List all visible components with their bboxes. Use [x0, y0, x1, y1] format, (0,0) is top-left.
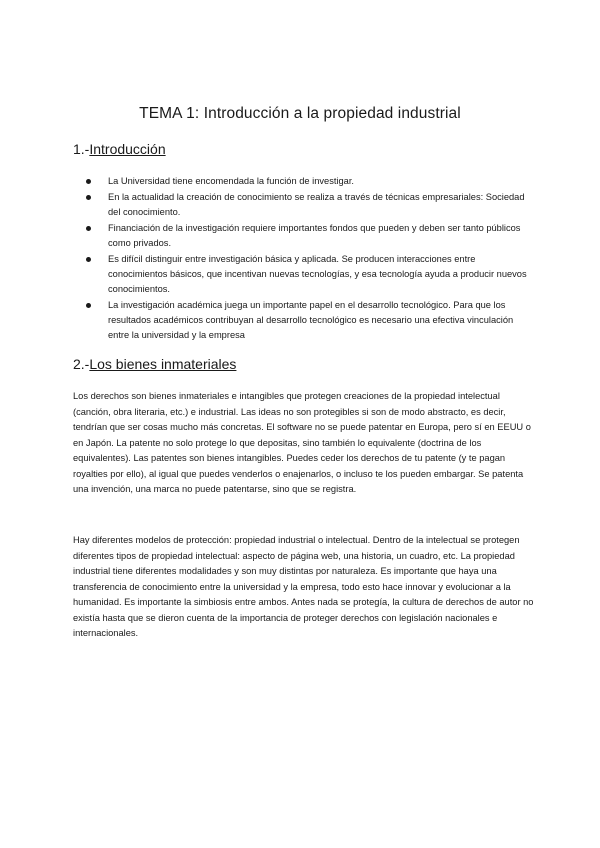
document-title: TEMA 1: Introducción a la propiedad industrial: [139, 105, 461, 122]
bullet-icon: [86, 179, 91, 184]
section-number: 1.-: [73, 141, 90, 157]
section-title: Introducción: [89, 141, 166, 157]
intro-bullet-list: [86, 174, 536, 343]
bullet-icon: [86, 257, 91, 262]
list-item-text: Es difícil distinguir entre investigación básica y aplicada. Se producen interacciones entre conocimientos básicos, que incentivan nuevas tecnologías, y esa tecnología ayuda a producir nuevos conocimientos.: [108, 254, 527, 294]
section-heading-bienes-inmateriales: [73, 355, 236, 373]
bullet-icon: [86, 226, 91, 231]
list-item: [86, 252, 536, 297]
list-item: [86, 298, 536, 343]
section-title: Los bienes inmateriales: [89, 356, 237, 372]
paragraph-bienes-inmateriales: Los derechos son bienes inmateriales e intangibles que protegen creaciones de la propiedad intelectual (canción, obra literaria, etc.) e industrial. Las ideas no son protegibles si son de modo abstracto, es decir, tendrían que ser cosas mucho más concretas. El software no se puede patentar en Europa, pero sí en EEUU o en Japón. La patente no solo protege lo que depositas, sino también lo equivalente (doctrina de los equivalentes). Las patentes son bienes intangibles. Puedes ceder los derechos de tu patente (y te pagan royalties por ello), al igual que puedes venderlos o enajenarlos, o incluso te los pueden embargar. Se patenta una invención, una marca no puede patentarse, sino que se registra.: [73, 391, 531, 494]
list-item: [86, 221, 536, 251]
list-item-text: La Universidad tiene encomendada la función de investigar.: [108, 176, 355, 186]
list-item: [86, 174, 536, 189]
list-item-text: La investigación académica juega un importante papel en el desarrollo tecnológico. Para que los resultados académicos contribuyan al desarrollo tecnológico es necesario una efectiva vinculación entre la universidad y la empresa: [108, 300, 514, 340]
paragraph-modelos-proteccion: Hay diferentes modelos de protección: propiedad industrial o intelectual. Dentro de la intelectual se protegen diferentes tipos de propiedad intelectual: aspecto de página web, una historia, un cuadro, etc. La propiedad industrial tiene diferentes modalidades y son muy distintas por naturaleza. Es importante que haya una transferencia de conocimiento entre la universidad y la empresa, todo esto hace innovar y evolucionar a la humanidad. Es importante la simbiosis entre ambos. Antes nada se protegía, la cultura de derechos de autor no existía hasta que se dieron cuenta de la importancia de proteger derechos con legislación nacionales e internacionales.: [73, 535, 534, 638]
list-item: [86, 190, 536, 220]
list-item-text: Financiación de la investigación requiere importantes fondos que pueden y deben ser tanto públicos como privados.: [108, 223, 521, 248]
bullet-icon: [86, 303, 91, 308]
bullet-icon: [86, 195, 91, 200]
section-number: 2.-: [73, 356, 90, 372]
section-heading-introduccion: [73, 140, 166, 158]
list-item-text: En la actualidad la creación de conocimiento se realiza a través de técnicas empresariales: Sociedad del conocimiento.: [108, 192, 525, 217]
